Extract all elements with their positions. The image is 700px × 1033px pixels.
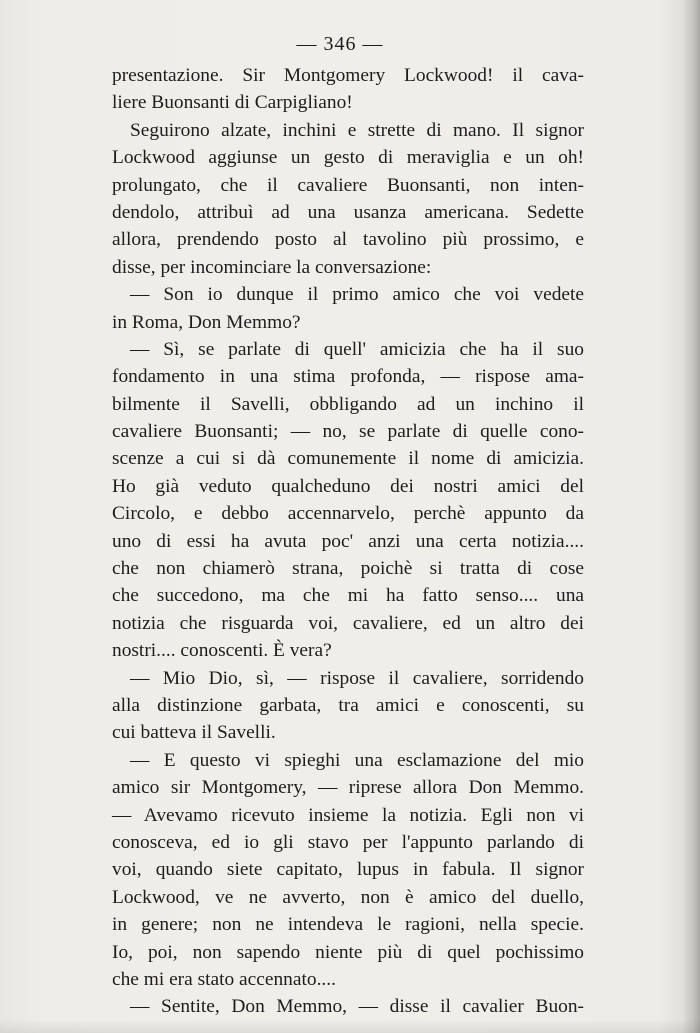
text-line: — Son io dunque il primo amico che voi vedete <box>130 284 584 306</box>
text-line: Lockwood, ve ne avverto, non è amico del duello, <box>112 886 584 908</box>
page-shadow <box>682 0 700 1033</box>
text-line: conosceva, ed io gli stavo per l'appunto parlando di <box>112 831 584 853</box>
text-line: — Sentite, Don Memmo, — disse il cavalier Buon- <box>130 996 584 1018</box>
text-line: fondamento in una stima profonda, — rispose ama- <box>112 366 584 388</box>
text-line: — Sì, se parlate di quell' amicizia che ha il suo <box>130 338 584 360</box>
text-line: Ho già veduto qualcheduno dei nostri amici del <box>112 475 584 497</box>
text-line: uno di essi ha avuta poc' anzi una certa notizia.... <box>112 530 584 552</box>
text-line: scenze a cui si dà comunemente il nome di amicizia. <box>112 448 584 470</box>
text-line: presentazione. Sir Montgomery Lockwood! il cava- <box>112 65 584 86</box>
body-text <box>112 62 584 1021</box>
text-line: Lockwood aggiunse un gesto di meraviglia e un oh! <box>112 147 584 169</box>
text-line: liere Buonsanti di Carpigliano! <box>112 92 353 114</box>
text-line: bilmente il Savelli, obbligando ad un inchino il <box>112 393 584 415</box>
text-line: Circolo, e debbo accennarvelo, perchè appunto da <box>112 503 584 525</box>
text-line: Seguirono alzate, inchini e strette di mano. Il signor <box>130 119 584 141</box>
text-line: prolungato, che il cavaliere Buonsanti, non inten- <box>112 174 584 196</box>
text-line: nostri.... conoscenti. È vera? <box>112 640 332 662</box>
text-line: disse, per incominciare la conversazione: <box>112 256 432 278</box>
text-line: allora, prendendo posto al tavolino più prossimo, e <box>112 229 584 251</box>
text-line: alla distinzione garbata, tra amici e conoscenti, su <box>112 694 584 716</box>
text-line: in Roma, Don Memmo? <box>112 311 301 333</box>
text-line: — Avevamo ricevuto insieme la notizia. Egli non vi <box>112 804 584 826</box>
text-line: voi, quando siete capitato, lupus in fabula. Il signor <box>112 859 584 881</box>
text-line: che non chiamerò strana, poichè si tratta di cose <box>112 558 584 580</box>
text-line: — E questo vi spieghi una esclamazione del mio <box>130 749 584 771</box>
text-line: — Mio Dio, sì, — rispose il cavaliere, sorridendo <box>130 667 584 689</box>
text-line: dendolo, attribuì ad una usanza americana. Sedette <box>112 201 584 223</box>
page-number: — 346 — <box>296 33 384 55</box>
text-line: Io, poi, non sapendo niente più di quel pochissimo <box>112 941 584 963</box>
text-line: che succedono, ma che mi ha fatto senso.... una <box>112 585 584 607</box>
text-line: notizia che risguarda voi, cavaliere, ed un altro dei <box>112 612 584 634</box>
text-line: che mi era stato accennato.... <box>112 968 336 990</box>
text-line: cavaliere Buonsanti; — no, se parlate di quelle cono- <box>112 421 584 443</box>
text-line: amico sir Montgomery, — riprese allora Don Memmo. <box>112 777 584 799</box>
page-bottom-edge <box>0 1019 700 1033</box>
text-line: cui batteva il Savelli. <box>112 722 276 744</box>
text-line: in genere; non ne intendeva le ragioni, nella specie. <box>112 914 584 936</box>
